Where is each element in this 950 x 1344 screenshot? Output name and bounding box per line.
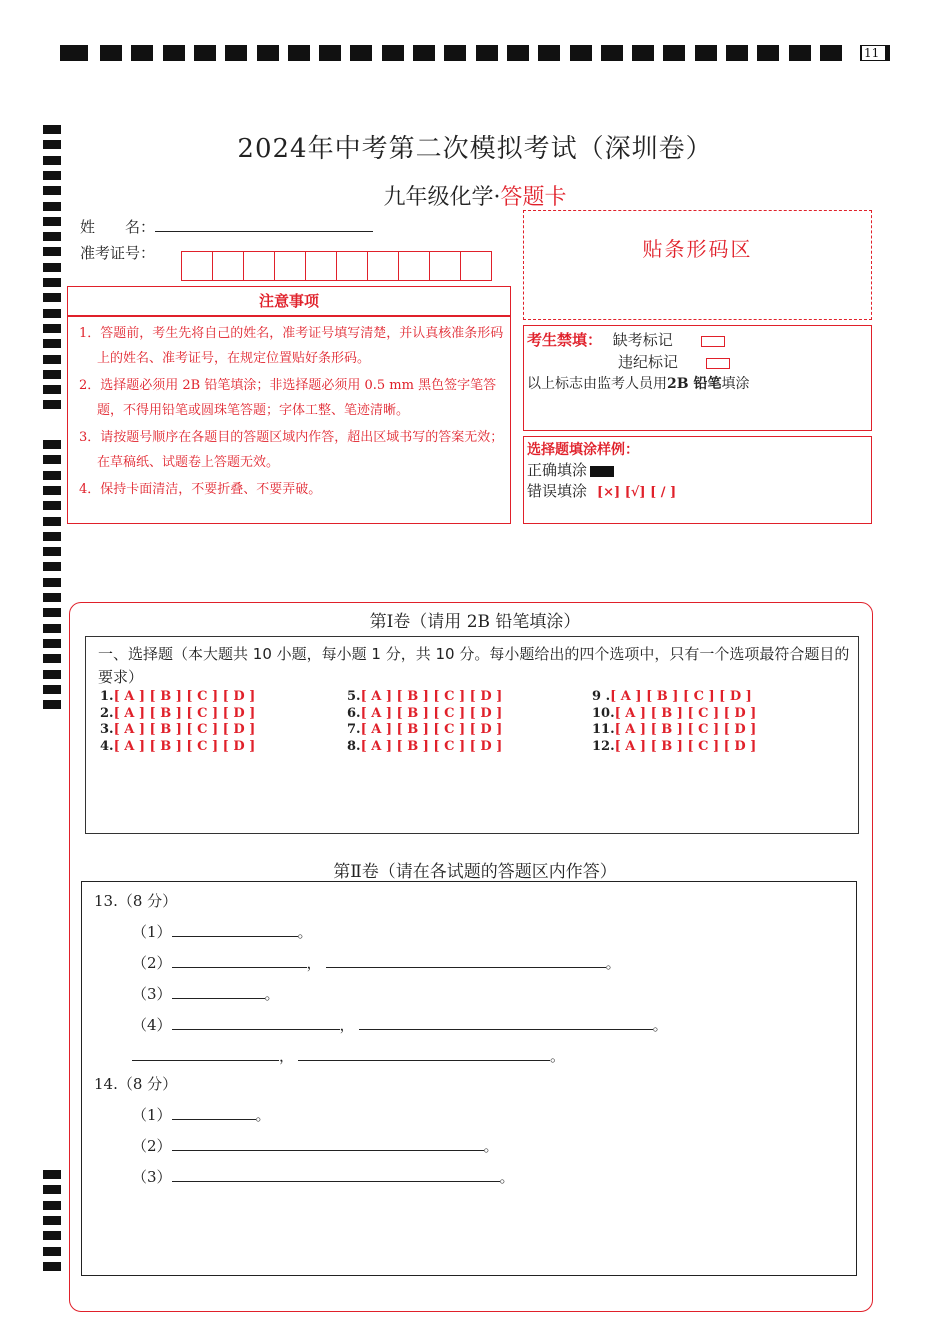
side-timing-mark <box>43 455 61 464</box>
side-timing-mark <box>43 501 61 510</box>
timing-mark <box>319 45 341 61</box>
name-field[interactable]: 姓 名： <box>80 216 373 237</box>
timing-mark <box>350 45 372 61</box>
timing-mark <box>60 45 88 61</box>
mc-question-1[interactable]: 1.[ A ] [ B ] [ C ] [ D ] <box>100 689 256 704</box>
side-timing-mark <box>43 547 61 556</box>
notice-body <box>67 316 511 524</box>
name-line[interactable] <box>155 217 373 232</box>
examiner-only-box: 考生禁填： 缺考标记 违纪标记 以上标志由监考人员用2B 铅笔填涂 <box>523 325 872 431</box>
side-timing-mark <box>43 517 61 526</box>
fill-sample-box: 选择题填涂样例： 正确填涂 错误填涂 [×] [√] [ / ] <box>523 436 872 524</box>
side-timing-mark <box>43 217 61 226</box>
timing-mark <box>100 45 122 61</box>
side-timing-mark <box>43 670 61 679</box>
correct-fill-sample <box>590 466 614 477</box>
timing-mark <box>726 45 748 61</box>
side-timing-mark <box>43 1247 61 1256</box>
barcode-area: 贴条形码区 <box>523 210 872 320</box>
exam-id-label: 准考证号： <box>80 244 156 262</box>
page-number: 11 <box>860 45 890 61</box>
q13-part4[interactable]: （4） ， 。 <box>132 1016 668 1034</box>
timing-mark <box>757 45 779 61</box>
timing-mark <box>257 45 279 61</box>
side-timing-mark <box>43 1231 61 1240</box>
timing-mark <box>413 45 435 61</box>
side-timing-mark <box>43 247 61 256</box>
side-timing-mark <box>43 654 61 663</box>
side-timing-mark <box>43 562 61 571</box>
exam-subtitle: 九年级化学·答题卡 <box>383 185 567 210</box>
side-timing-mark <box>43 486 61 495</box>
timing-mark <box>601 45 623 61</box>
mc-question-6[interactable]: 6.[ A ] [ B ] [ C ] [ D ] <box>347 705 503 721</box>
side-timing-mark <box>43 263 61 272</box>
mc-question-3[interactable]: 3.[ A ] [ B ] [ C ] [ D ] <box>100 722 256 737</box>
side-timing-mark <box>43 278 61 287</box>
q13-heading: 13.（8 分） <box>94 892 178 910</box>
q13-part3[interactable]: （3） 。 <box>132 985 280 1003</box>
timing-mark <box>789 45 811 61</box>
side-timing-mark <box>43 293 61 302</box>
mc-question-4[interactable]: 4.[ A ] [ B ] [ C ] [ D ] <box>100 738 256 754</box>
timing-mark <box>382 45 404 61</box>
side-timing-mark <box>43 639 61 648</box>
timing-mark <box>476 45 498 61</box>
side-timing-mark <box>43 309 61 318</box>
side-timing-mark <box>43 385 61 394</box>
side-timing-mark <box>43 400 61 409</box>
side-timing-mark <box>43 1216 61 1225</box>
exam-id-boxes[interactable] <box>181 251 492 281</box>
side-timing-mark <box>43 339 61 348</box>
mc-question-7[interactable]: 7.[ A ] [ B ] [ C ] [ D ] <box>347 722 503 737</box>
timing-mark <box>288 45 310 61</box>
timing-mark <box>663 45 685 61</box>
side-timing-mark <box>43 700 61 709</box>
timing-mark <box>163 45 185 61</box>
notice-title: 注意事项 <box>67 286 511 316</box>
side-timing-mark <box>43 578 61 587</box>
mc-instructions: 一、选择题（本大题共 10 小题，每小题 1 分，共 10 分。每小题给出的四个选项中，只有一个选项最符合题目的要求） <box>98 645 850 686</box>
notice-item: 1．答题前，考生先将自己的姓名，准考证号填写清楚，并认真核准条形码上的姓名、准考证号，在规定位置贴好条形码。 <box>79 326 504 366</box>
side-timing-mark <box>43 232 61 241</box>
q13-part2[interactable]: （2） ， 。 <box>132 954 621 972</box>
side-timing-mark <box>43 1185 61 1194</box>
timing-mark <box>131 45 153 61</box>
free-response-box <box>81 881 857 1276</box>
side-timing-mark <box>43 532 61 541</box>
timing-mark <box>225 45 247 61</box>
timing-mark <box>538 45 560 61</box>
mc-question-12[interactable]: 12.[ A ] [ B ] [ C ] [ D ] <box>592 738 757 754</box>
side-timing-mark <box>43 355 61 364</box>
notice-item: 2．选择题必须用 2B 铅笔填涂；非选择题必须用 0.5 mm 黑色签字笔答题，不得用铅笔或圆珠笔答题；字体工整、笔迹清晰。 <box>79 378 497 418</box>
side-timing-mark <box>43 471 61 480</box>
mc-question-2[interactable]: 2.[ A ] [ B ] [ C ] [ D ] <box>100 705 256 721</box>
mc-question-10[interactable]: 10.[ A ] [ B ] [ C ] [ D ] <box>592 705 757 721</box>
timing-mark <box>695 45 717 61</box>
side-timing-mark <box>43 593 61 602</box>
section1-title: 第Ⅰ卷（请用 2B 铅笔填涂） <box>369 612 581 632</box>
side-timing-mark <box>43 370 61 379</box>
side-timing-mark <box>43 1170 61 1179</box>
side-timing-mark <box>43 1262 61 1271</box>
section2-title: 第Ⅱ卷（请在各试题的答题区内作答） <box>333 862 617 882</box>
q13-part1[interactable]: （1） 。 <box>132 923 313 941</box>
timing-mark <box>820 45 842 61</box>
notice-item: 4．保持卡面清洁，不要折叠、不要弄破。 <box>79 482 322 497</box>
side-timing-mark <box>43 440 61 449</box>
mc-question-9[interactable]: 9 .[ A ] [ B ] [ C ] [ D ] <box>592 689 752 704</box>
q14-part1[interactable]: （1） 。 <box>132 1106 271 1124</box>
mc-question-11[interactable]: 11.[ A ] [ B ] [ C ] [ D ] <box>592 722 757 737</box>
timing-mark <box>444 45 466 61</box>
multiple-choice-box <box>85 636 859 834</box>
q14-heading: 14.（8 分） <box>94 1075 178 1093</box>
timing-mark <box>632 45 654 61</box>
absent-mark[interactable] <box>701 336 725 347</box>
top-timing-marks <box>60 45 890 61</box>
side-timing-mark <box>43 171 61 180</box>
side-timing-mark <box>43 685 61 694</box>
side-timing-mark <box>43 1201 61 1210</box>
side-timing-mark <box>43 324 61 333</box>
timing-mark <box>507 45 529 61</box>
q14-part2[interactable]: （2） 。 <box>132 1137 499 1155</box>
notice-item: 3．请按题号顺序在各题目的答题区域内作答，超出区域书写的答案无效；在草稿纸、试题卷上答题无效。 <box>79 430 504 470</box>
q14-part3[interactable]: （3） 。 <box>132 1168 515 1186</box>
q13-part4-cont[interactable]: ， 。 <box>132 1045 565 1066</box>
timing-mark <box>570 45 592 61</box>
exam-title: 2024年中考第二次模拟考试（深圳卷） <box>237 134 713 164</box>
mc-question-5[interactable]: 5.[ A ] [ B ] [ C ] [ D ] <box>347 689 503 704</box>
violation-mark[interactable] <box>706 358 730 369</box>
mc-question-8[interactable]: 8.[ A ] [ B ] [ C ] [ D ] <box>347 738 503 754</box>
timing-mark <box>194 45 216 61</box>
